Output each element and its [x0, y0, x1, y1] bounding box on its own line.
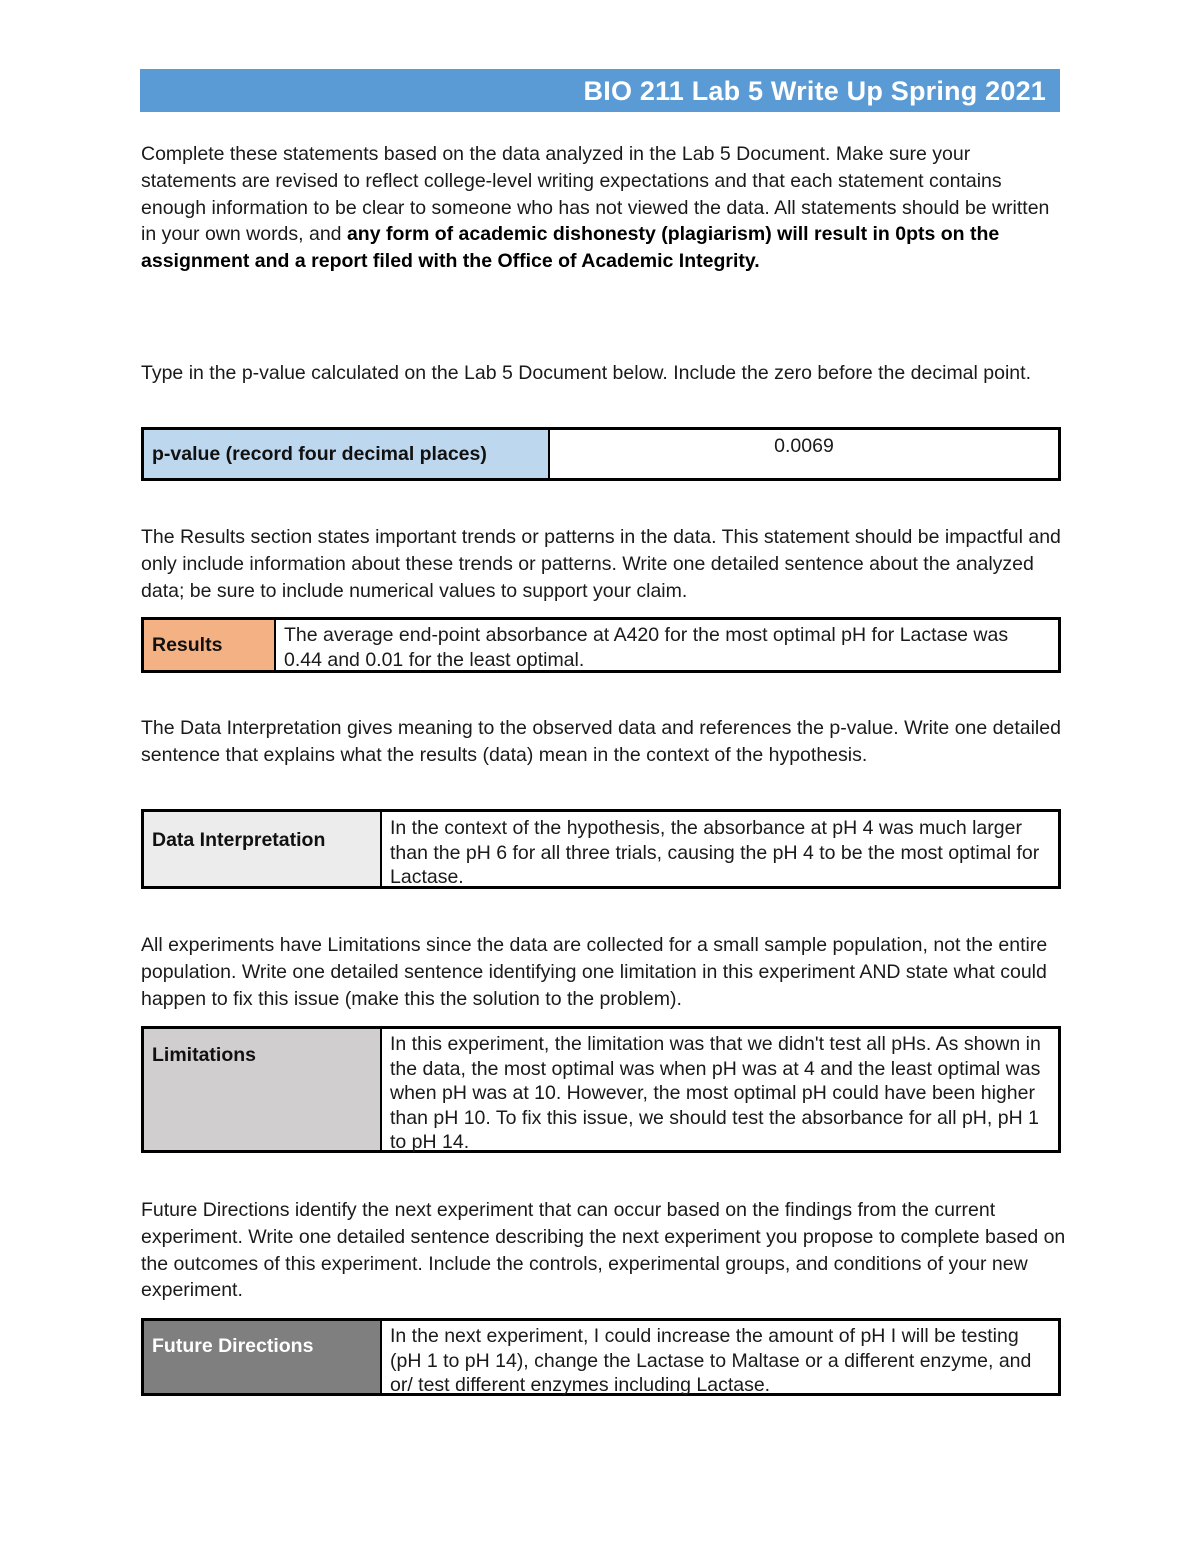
title-banner [140, 69, 1060, 112]
future-label: Future Directions [144, 1321, 382, 1393]
intro-instructions [141, 141, 1066, 275]
limitations-label: Limitations [144, 1029, 382, 1150]
results-prompt: The Results section states important trends or patterns in the data. This statement should be impactful and only include information about these trends or patterns. Write one detailed sentence about the analyzed data; be sure to include numerical values to support your claim. [141, 526, 1061, 602]
interpretation-label: Data Interpretation [144, 812, 382, 886]
document-title: BIO 211 Lab 5 Write Up Spring 2021 [583, 76, 1046, 106]
results-answer[interactable]: The average end-point absorbance at A420 for the most optimal pH for Lactase was 0.44 and 0.01 for the least optimal. [284, 624, 1009, 671]
results-table [141, 617, 1061, 673]
limitations-prompt: All experiments have Limitations since the data are collected for a small sample population, not the entire population. Write one detailed sentence identifying one limitation in this experiment AND state what could happen to fix this issue (make this the solution to the problem). [141, 934, 1048, 1010]
academic-integrity-warning: any form of academic dishonesty (plagiarism) will result in 0pts on the assignment and a report filed with the Office of Academic Integrity. [141, 223, 1000, 273]
future-prompt: Future Directions identify the next experiment that can occur based on the findings from the current experiment. Write one detailed sentence describing the next experiment you propose to complete based on the outcomes of this experiment. Include the controls, experimental groups, and conditions of your new experiment. [141, 1199, 1066, 1302]
pvalue-label: p-value (record four decimal places) [144, 430, 550, 478]
pvalue-answer[interactable]: 0.0069 [774, 435, 834, 457]
interpretation-prompt: The Data Interpretation gives meaning to the observed data and references the p-value. Write one detailed sentence that explains what the results (data) mean in the context of the hypothesis. [141, 717, 1061, 766]
pvalue-table [141, 427, 1061, 481]
interpretation-answer[interactable]: In the context of the hypothesis, the absorbance at pH 4 was much larger than the pH 6 for all three trials, causing the pH 4 to be the most optimal for Lactase. [390, 817, 1040, 888]
interpretation-table [141, 809, 1061, 889]
limitations-answer[interactable]: In this experiment, the limitation was that we didn't test all pHs. As shown in the data, the most optimal was when pH was at 4 and the least optimal was when pH was at 10. However, the most optimal pH could have been higher than pH 10. To fix this issue, we should test the absorbance for all pH, pH 1 to pH 14. [390, 1033, 1041, 1153]
future-table [141, 1318, 1061, 1396]
future-answer[interactable]: In the next experiment, I could increase the amount of pH I will be testing (pH 1 to pH 14), change the Lactase to Maltase or a different enzyme, and or/ test different enzymes including Lactase. [390, 1325, 1032, 1396]
limitations-table [141, 1026, 1061, 1153]
pvalue-prompt: Type in the p-value calculated on the Lab 5 Document below. Include the zero before the decimal point. [141, 362, 1031, 384]
intro-text: Complete these statements based on the data analyzed in the Lab 5 Document. Make sure your statements are revised to reflect college-level writing expectations and that each statement contains enough information to be clear to someone who has not viewed the data. All statements should be written in your own words, and [141, 143, 1050, 246]
results-label: Results [144, 620, 276, 670]
